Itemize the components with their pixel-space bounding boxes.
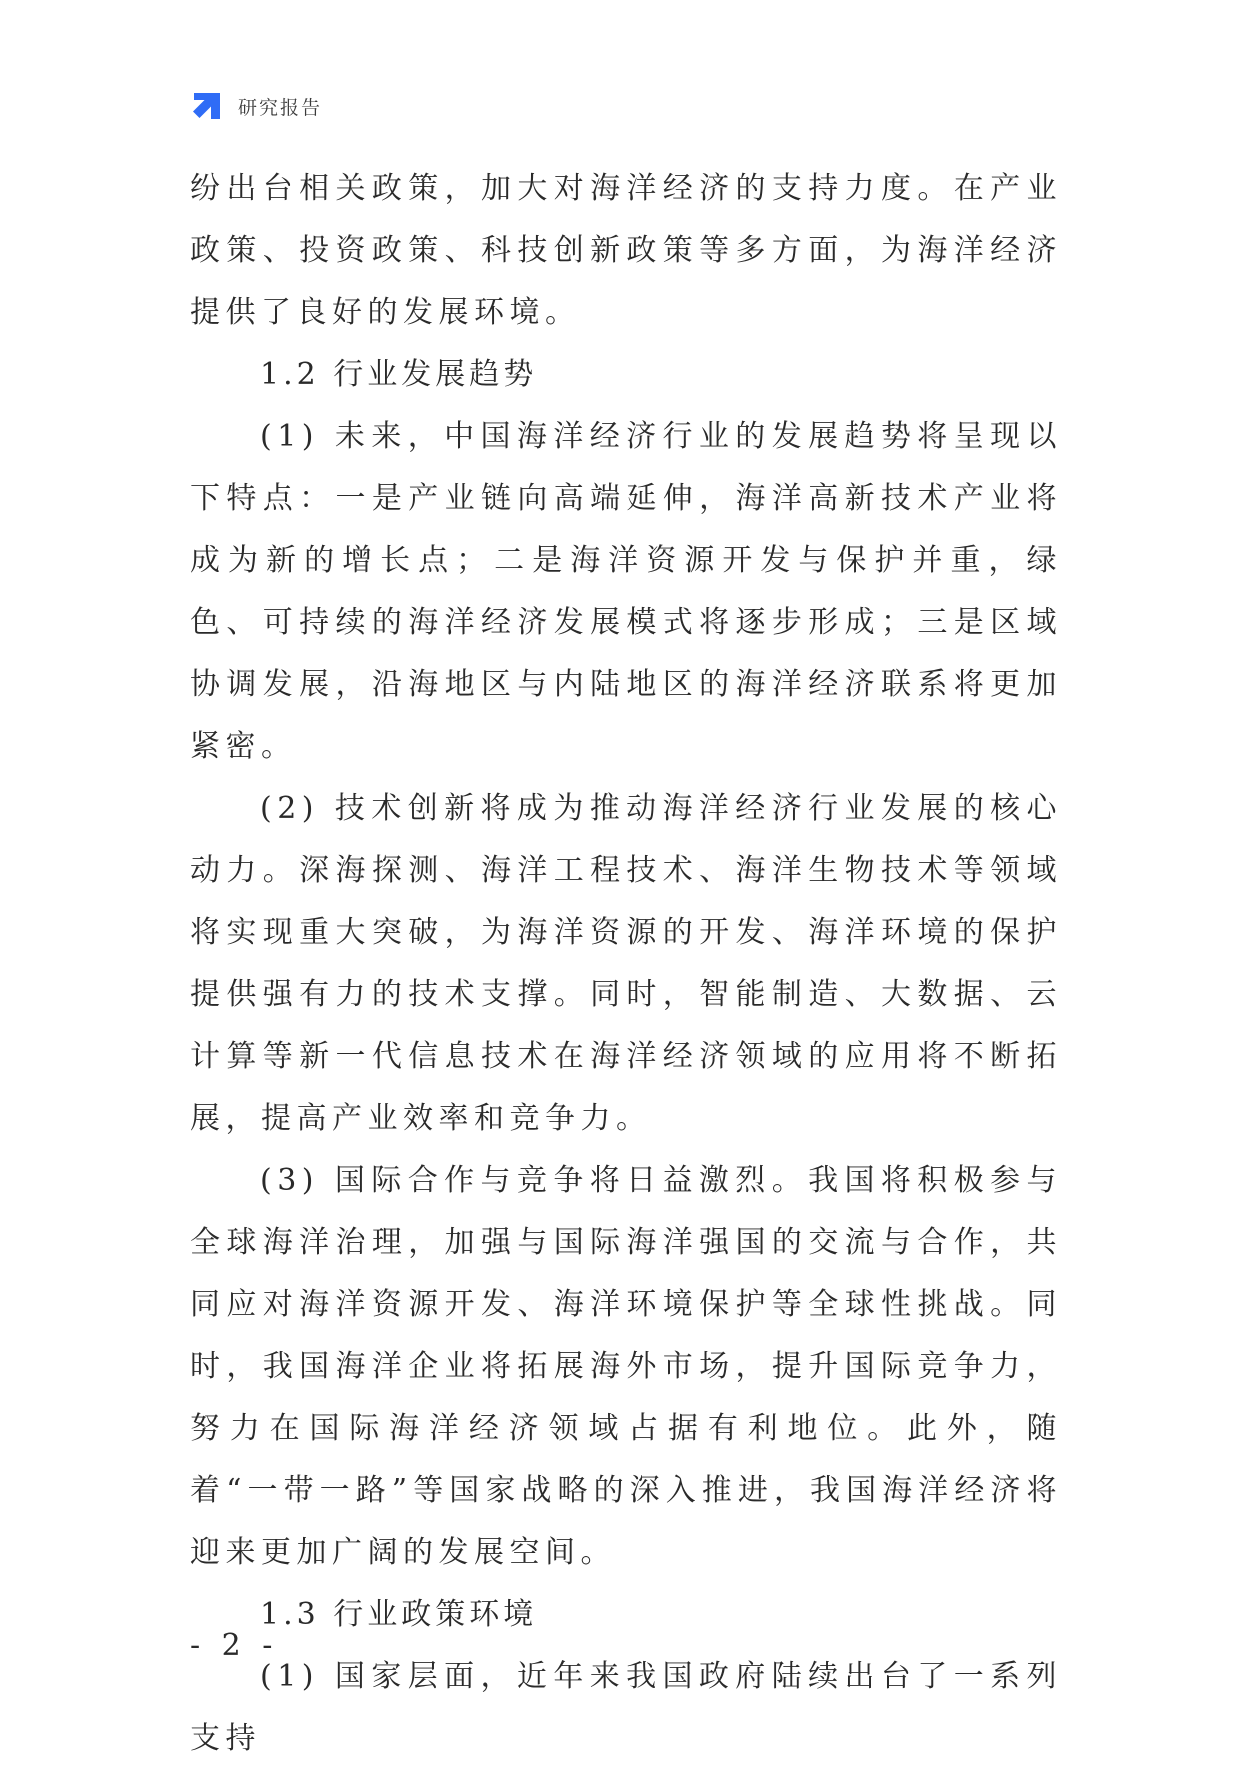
section-heading-1-2: 1.2 行业发展趋势 bbox=[260, 357, 538, 392]
header-label: 研究报告 bbox=[238, 96, 323, 119]
section-heading-1-3: 1.3 行业政策环境 bbox=[260, 1597, 538, 1632]
page-number: - 2 - bbox=[190, 1628, 279, 1663]
paragraph-policy-1: (1) 国家层面，近年来我国政府陆续出台了一系列支持 bbox=[190, 1659, 1062, 1756]
report-header bbox=[190, 88, 322, 124]
paragraph-trend-2: (2) 技术创新将成为推动海洋经济行业发展的核心动力。深海探测、海洋工程技术、海洋生物技术等领域将实现重大突破，为海洋资源的开发、海洋环境的保护提供强有力的技术支撑。同时，智能制造、大数据、云计算等新一代信息技术在海洋经济领域的应用将不断拓展，提高产业效率和竞争力。 bbox=[190, 791, 1062, 1136]
paragraph-trend-1: (1) 未来，中国海洋经济行业的发展趋势将呈现以下特点：一是产业链向高端延伸，海洋高新技术产业将成为新的增长点；二是海洋资源开发与保护并重，绿色、可持续的海洋经济发展模式将逐步形成；三是区域协调发展，沿海地区与内陆地区的海洋经济联系将更加紧密。 bbox=[190, 419, 1062, 764]
arrow-up-right-icon bbox=[190, 89, 224, 123]
document-body bbox=[190, 158, 1062, 1770]
paragraph-trend-3: (3) 国际合作与竞争将日益激烈。我国将积极参与全球海洋治理，加强与国际海洋强国的交流与合作，共同应对海洋资源开发、海洋环境保护等全球性挑战。同时，我国海洋企业将拓展海外市场，提升国际竞争力，努力在国际海洋经济领域占据有利地位。此外，随着“一带一路”等国家战略的深入推进，我国海洋经济将迎来更加广阔的发展空间。 bbox=[190, 1163, 1062, 1570]
paragraph-continuation: 纷出台相关政策，加大对海洋经济的支持力度。在产业政策、投资政策、科技创新政策等多方面，为海洋经济提供了良好的发展环境。 bbox=[190, 171, 1062, 330]
